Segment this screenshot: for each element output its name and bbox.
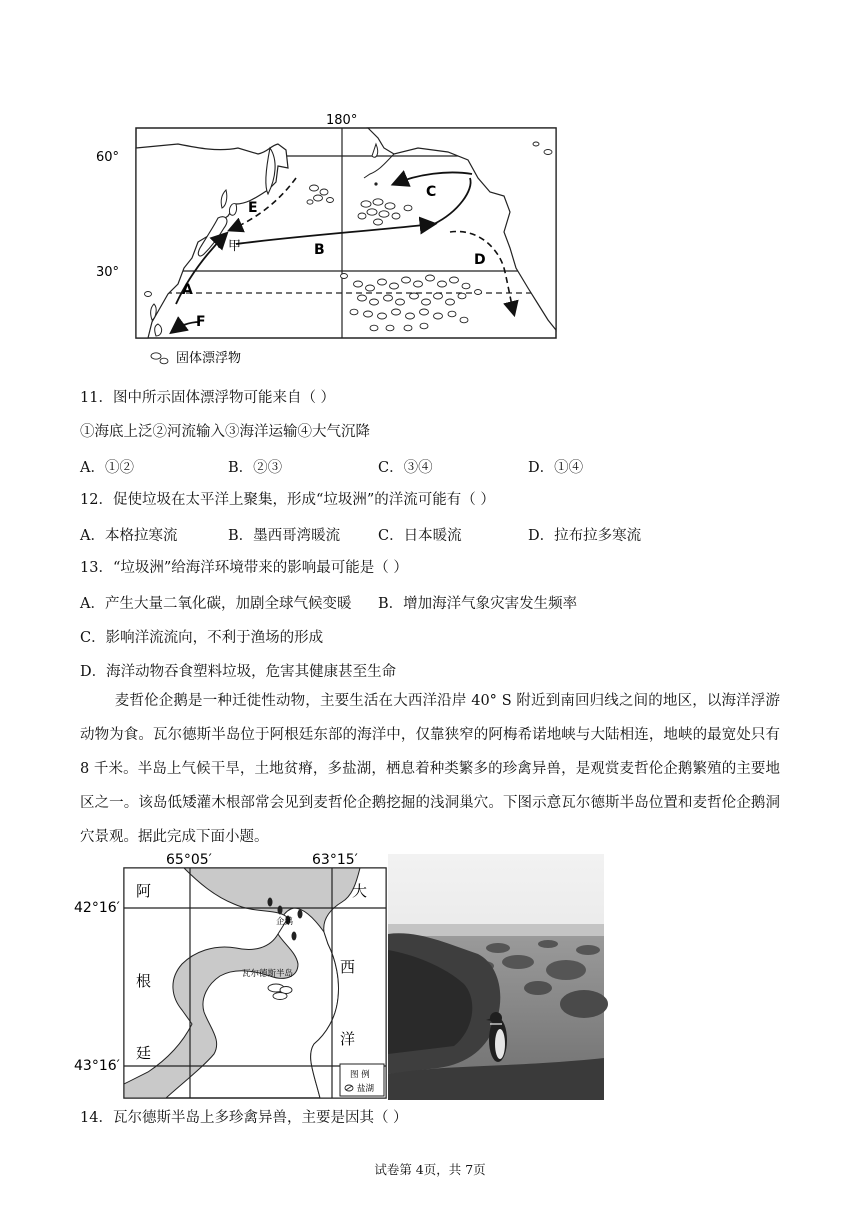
valdes-map xyxy=(74,848,390,1104)
ocean-char-3: 洋 xyxy=(340,1030,356,1048)
ocean-char-2: 西 xyxy=(340,958,356,976)
lat-30-label: 30° xyxy=(96,265,120,280)
q11-option-d[interactable]: D．①④ xyxy=(528,460,584,476)
lon-right-label: 63°15′ xyxy=(312,852,358,868)
label-B: B xyxy=(314,242,325,258)
q11-stem: 11．图中所示固体漂浮物可能来自（ ） xyxy=(80,390,336,406)
q11-option-c[interactable]: C．③④ xyxy=(378,460,433,476)
lat-bottom-label: 43°16′ xyxy=(74,1058,120,1074)
label-E: E xyxy=(248,200,258,216)
q11-option-b[interactable]: B．②③ xyxy=(228,460,283,476)
label-A: A xyxy=(182,282,193,298)
passage-text: 麦哲伦企鹅是一种迁徙性动物，主要生活在大西洋沿岸 40° S 附近到南回归线之间的地区，以海洋浮游动物为食。瓦尔德斯半岛位于阿根廷东部的海洋中，仅靠狭窄的阿梅希诺地峡与大陆相连，地峡的最宽处只有 8 千米。半岛上气候干旱，土地贫瘠，多盐湖，栖息着种类繁多的珍禽异兽，是观赏麦哲伦企鹅繁殖的主要地区之一。该岛低矮灌木根部常会见到麦哲伦企鹅挖掘的浅洞巢穴。下图示意瓦尔德斯半岛位置和麦哲伦企鹅洞穴景观。据此完成下面小题。 xyxy=(80,693,780,845)
q12-option-c[interactable]: C．日本暖流 xyxy=(378,528,462,544)
penguin-photo-svg xyxy=(388,854,604,1100)
penguin-label: 企鹅 xyxy=(276,917,294,927)
lon-left-label: 65°05′ xyxy=(166,852,212,868)
q11-choices: ①海底上泛②河流输入③海洋运输④大气沉降 xyxy=(80,424,370,440)
label-F: F xyxy=(196,314,206,330)
lat-top-label: 42°16′ xyxy=(74,900,120,916)
label-D: D xyxy=(474,252,486,268)
q13-stem: 13．“垃圾洲”给海洋环境带来的影响最可能是（ ） xyxy=(80,560,408,576)
lat-60-label: 60° xyxy=(96,150,120,165)
legend-item: 盐湖 xyxy=(357,1084,375,1094)
q13-option-c[interactable]: C．影响洋流流向，不利于渔场的形成 xyxy=(80,630,324,646)
q13-option-a[interactable]: A．产生大量二氧化碳，加剧全球气候变暖 xyxy=(80,596,352,612)
q14-stem: 14．瓦尔德斯半岛上多珍禽异兽，主要是因其（ ） xyxy=(80,1110,408,1126)
label-C: C xyxy=(426,184,437,200)
legend-title: 图 例 xyxy=(350,1070,370,1080)
q13-option-d[interactable]: D．海洋动物吞食塑料垃圾，危害其健康甚至生命 xyxy=(80,664,397,680)
penguin-photo xyxy=(388,854,604,1100)
q12-stem: 12．促使垃圾在太平洋上聚集，形成“垃圾洲”的洋流可能有（ ） xyxy=(80,492,495,508)
land-char-1: 阿 xyxy=(136,882,152,900)
land-char-3: 廷 xyxy=(136,1044,152,1062)
jia-label: 甲 xyxy=(228,239,242,254)
q13-option-b[interactable]: B．增加海洋气象灾害发生频率 xyxy=(378,596,578,612)
q11-option-a[interactable]: A．①② xyxy=(80,460,134,476)
land-char-2: 根 xyxy=(136,972,152,990)
page-footer: 试卷第 4页，共 7页 xyxy=(374,1162,486,1177)
legend xyxy=(151,353,168,364)
ocean-char-1: 大 xyxy=(352,882,368,900)
valdes-map-svg xyxy=(74,848,390,1104)
q12-option-a[interactable]: A．本格拉寒流 xyxy=(80,528,178,544)
point-jia xyxy=(218,244,222,248)
legend-text: 固体漂浮物 xyxy=(176,351,242,366)
pacific-map xyxy=(96,108,568,370)
lon-180-label: 180° xyxy=(326,113,358,128)
peninsula-label: 瓦尔德斯半岛 xyxy=(242,969,294,979)
q12-option-b[interactable]: B．墨西哥湾暖流 xyxy=(228,528,341,544)
pacific-map-svg xyxy=(96,108,568,370)
q12-option-d[interactable]: D．拉布拉多寒流 xyxy=(528,528,642,544)
